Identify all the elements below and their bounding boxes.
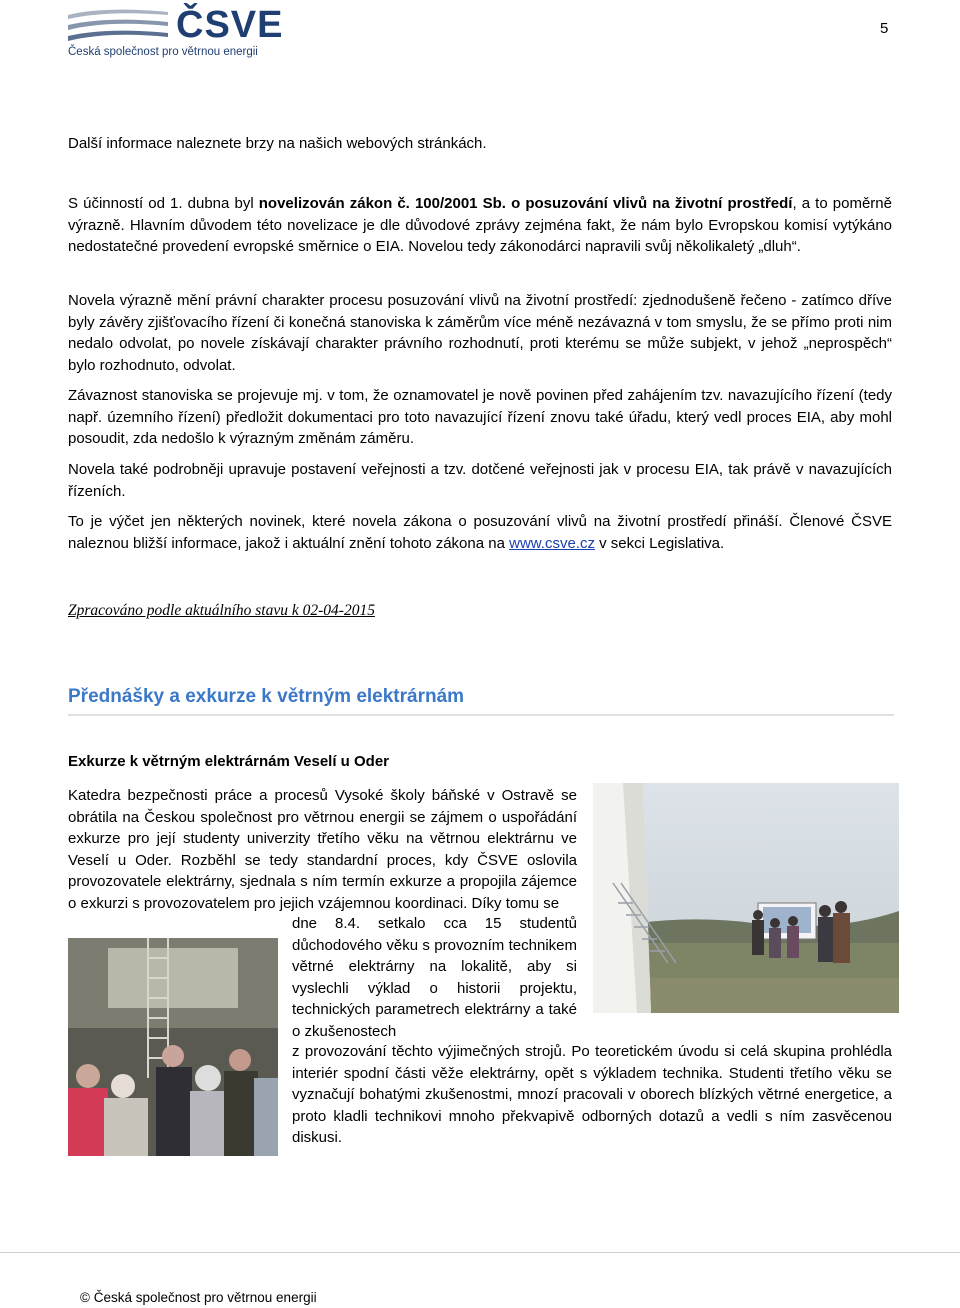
source-note: Zpracováno podle aktuálního stavu k 02-04-2015: [68, 602, 375, 619]
paragraph-summary: [68, 511, 892, 554]
turbine-group-photo: [593, 783, 899, 1013]
footer-divider: [0, 1252, 960, 1253]
paragraph-amendment: [68, 193, 892, 258]
paragraph-summary-start: To je výčet jen některých novinek, které novela zákona o posuzování vlivů na životní prostředí přináší. Členové ČSVE naleznou bližší informace, jakož i aktuální znění tohoto zákona na: [68, 513, 892, 552]
logo-tagline: Česká společnost pro větrnou energii: [68, 46, 258, 58]
tower-interior-photo: [68, 938, 278, 1156]
csve-link[interactable]: www.csve.cz: [509, 534, 595, 552]
paragraph-binding: Závaznost stanoviska se projevuje mj. v tom, že oznamovatel je nově povinen před zahájením tzv. navazujícího řízení (tedy např. územního řízení) předložit dokumentaci pro toto navazující řízení znovu také úřadu, který vedl proces EIA, aby mohl posoudit, zda nedošlo k výrazným změnám záměru.: [68, 387, 892, 447]
excursion-text-3: z provozování těchto výjimečných strojů. Po teoretickém úvodu si celá skupina prohlédla interiér spodní části věže elektrárny, opět s výkladem technika. Studenti třetího věku se vyznačují bohatými zkušenostmi, mnozí pracovali v oborech blízkých větrné energetice, a proto kladli technikovi mnoho překvapivě odborných dotazů a vedli s ním zasvěcenou diskusi.: [292, 1043, 892, 1146]
paragraph-amendment-rest: , a to poměrně výrazně. Hlavním důvodem této novelizace je dle důvodové zprávy zejména fakt, že nám bylo Evropskou komisí vytýkáno nedostatečné provedení evropské směrnice o EIA. Novelou tedy zákonodárci napravili svůj několikaletý „dluh“.: [68, 195, 892, 255]
paragraph-legal-character: Novela výrazně mění právní charakter procesu posuzování vlivů na životní prostředí: zjednodušeně řečeno - zatímco dříve byly závěry zjišťovacího řízení či konečná stanoviska k záměrům více méně nezávazná v tom smyslu, že se přímo proti nim nedalo odvolat, po novele získávají charakter právního rozhodnutí, proti kterému se může subjekt, v jehož „neprospěch“ bylo rozhodnuto, odvolat.: [68, 292, 892, 374]
logo: [68, 4, 284, 60]
footer-copyright: © Česká společnost pro větrnou energii: [80, 1290, 317, 1305]
paragraph-amendment-start: S účinností od 1. dubna byl: [68, 195, 259, 212]
excursion-text-2: dne 8.4. setkalo cca 15 studentů důchodového věku s provozním technikem větrné elektrárny na lokalitě, aby si vyslechli výklad o historii projektu, technických parametrech elektrárny a také o zkušenostech: [292, 915, 577, 1040]
wind-logo-icon: [68, 6, 168, 46]
paragraph-public: Novela také podrobněji upravuje postavení veřejnosti a tzv. dotčené veřejnosti jak v procesu EIA, tak právě v navazujících řízeních.: [68, 461, 892, 500]
excursion-text-1: Katedra bezpečnosti práce a procesů Vysoké školy báňské v Ostravě se obrátila na Českou společnost pro větrnou energii se zájmem o uspořádání exkurze pro její studenty univerzity třetího věku na větrnou elektrárnu ve Veselí u Oder. Rozběhl se tedy standardní proces, kdy ČSVE oslovila provozovatele elektrárny, sjednala s ním termín exkurze a propojila zájemce o exkurzi s provozovatelem pro jejich vzájemnou koordinaci. Díky tomu se: [68, 787, 577, 912]
paragraph-amendment-bold: novelizován zákon č. 100/2001 Sb. o posuzování vlivů na životní prostředí: [258, 195, 793, 212]
section-divider: [68, 714, 894, 716]
logo-name: ČSVE: [176, 4, 284, 46]
section-title: Přednášky a exkurze k větrným elektrárnám: [68, 686, 465, 707]
section-subtitle: Exkurze k větrným elektrárnám Veselí u Oder: [68, 753, 389, 770]
paragraph-more-info: Další informace naleznete brzy na našich webových stránkách.: [68, 135, 487, 152]
page-number: 5: [880, 20, 889, 37]
paragraph-summary-end: v sekci Legislativa.: [594, 534, 725, 552]
